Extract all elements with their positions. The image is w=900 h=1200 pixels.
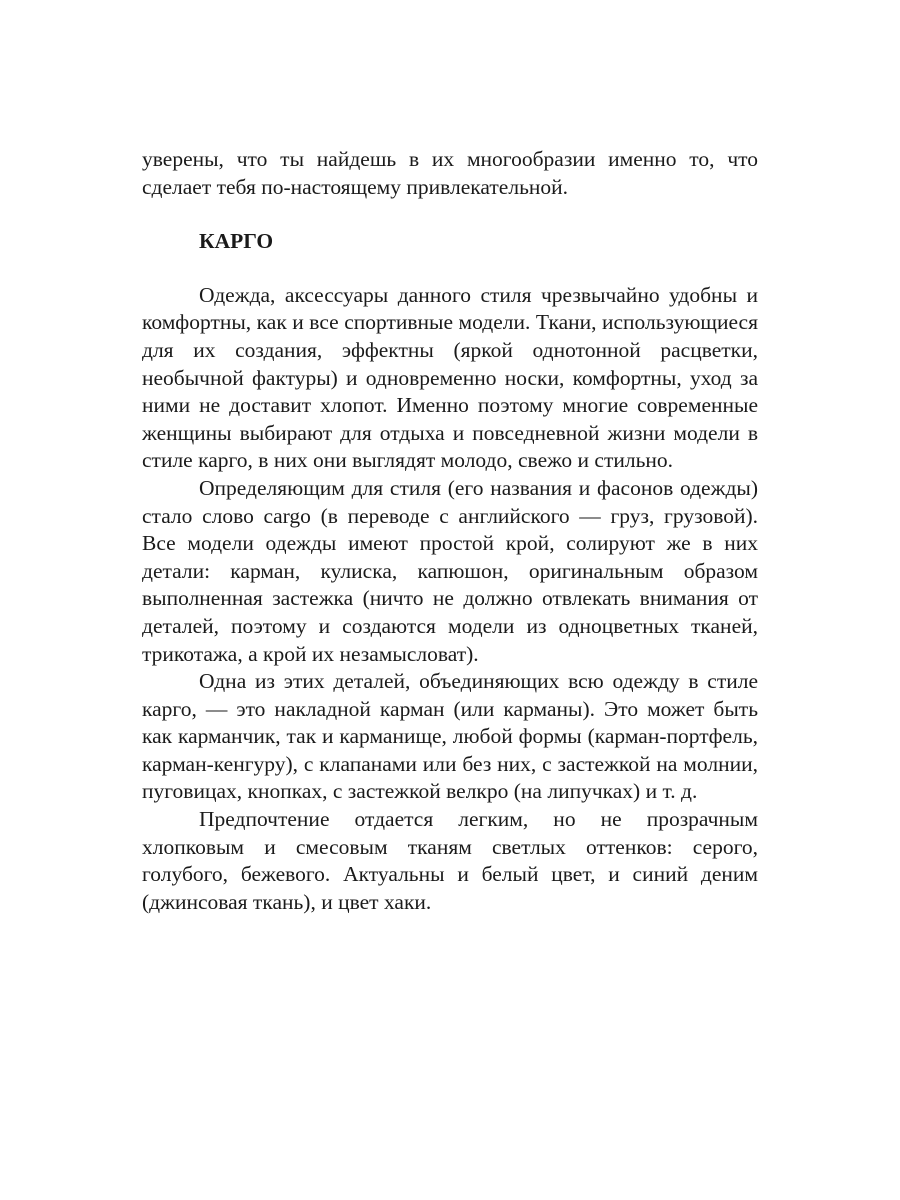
body-paragraph: Одна из этих деталей, объединяющих всю одежду в стиле карго, — это накладной карман (или карманы). Это может быть как карманчик, так и карманище, любой формы (карман-портфель, карман-кенгуру), с клапанами или без них, с застежкой на молнии, пуговицах, кнопках, с застежкой велкро (на липучках) и т. д. [142,669,758,804]
body-paragraph: Определяющим для стиля (его названия и фасонов одежды) стало слово cargo (в переводе с английского — груз, грузовой). Все модели одежды имеют простой крой, солируют же в них детали: карман, кулиска, капюшон, оригинальным образом выполненная застежка (ничто не должно отвлекать внимания от деталей, поэтому и создаются модели из одноцветных тканей, трикотажа, а крой их незамысловат). [142,475,758,666]
intro-paragraph: уверены, что ты найдешь в их многообразии именно то, что сделает тебя по-настоящему привлекательной. [142,147,758,199]
body-paragraph: Предпочтение отдается легким, но не прозрачным хлопковым и смесовым тканям светлых оттенков: серого, голубого, бежевого. Актуальны и белый цвет, и синий деним (джинсовая ткань), и цвет хаки. [142,807,758,914]
body-paragraph: Одежда, аксессуары данного стиля чрезвычайно удобны и комфортны, как и все спортивные модели. Ткани, использующиеся для их создания, эффектны (яркой однотонной расцветки, необычной фактуры) и одновременно носки, комфортны, уход за ними не доставит хлопот. Именно поэтому многие современные женщины выбирают для отдыха и повседневной жизни модели в стиле карго, в них они выглядят молодо, свежо и стильно. [142,282,758,473]
book-page [142,146,758,916]
section-heading: КАРГО [199,229,274,254]
